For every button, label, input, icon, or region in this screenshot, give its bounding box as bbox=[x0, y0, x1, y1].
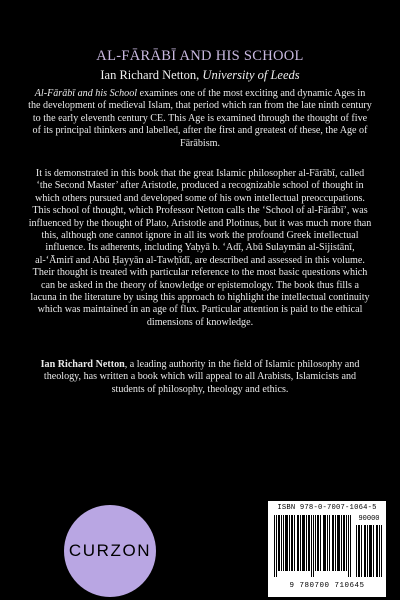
blurb-book-title: Al-Fārābī and his School bbox=[34, 88, 138, 99]
author-line bbox=[0, 68, 400, 83]
publisher-logo bbox=[64, 505, 156, 597]
author-affiliation: University of Leeds bbox=[202, 68, 300, 82]
blurb-p1-text: examines one of the most exciting and dynamic Ages in the development of medieval Islam, that period which ran from the late ninth century to the early eleventh century CE. This Age is examined through the thought of five of its principal thinkers and labelled, after the first and greatest of these, the Age of Fārābism. bbox=[28, 88, 372, 149]
book-title: AL-FĀRĀBĪ AND HIS SCHOOL bbox=[96, 48, 304, 64]
isbn-text: ISBN 978-0-7007-1064-5 bbox=[277, 504, 377, 512]
addon-barcode-icon bbox=[356, 525, 382, 577]
ean-number: 9 780700 710645 bbox=[289, 582, 365, 590]
blurb-paragraph-2: It is demonstrated in this book that the great Islamic philosopher al-Fārābī, called ‘the Second Master’ after Aristotle, produced a recognizable school of thought in which others pursued and developed some of his own intellectual preoccupations. This school of thought, which Professor Netton calls the ‘School of al-Fārābī’, was influenced by the thought of Plato, Aristotle and Plotinus, but it was much more than this, although one cannot ignore in all its work the profound Greek intellectual influence. Its adherents, including Yaḥyā b. ‘Adī, Abū Sulaymān al-Sijistānī, al-‘Āmirī and Abū Ḥayyān al-Tawḥīdī, are described and assessed in this volume. Their thought is treated with particular reference to the most basic questions which can be asked in the theory of knowledge or epistemology. The book thus fills a lacuna in the literature by using this approach to highlight the intellectual continuity which was maintained in an age of flux. Particular attention is paid to the ethical dimensions of knowledge. bbox=[28, 168, 372, 328]
blurb-p3-text: , a leading authority in the field of Islamic philosophy and theology, has written a book which will appeal to all Arabists, Islamicists and students of philosophy, theology and ethics. bbox=[43, 359, 360, 395]
blurb-paragraph-1 bbox=[28, 88, 372, 150]
publisher-logo-text: CURZON bbox=[68, 541, 152, 560]
barcode-bars-icon bbox=[274, 515, 352, 577]
blurb-author-name: Ian Richard Netton bbox=[40, 359, 125, 370]
price-code: 90000 bbox=[358, 515, 380, 523]
blurb-paragraph-3 bbox=[28, 359, 372, 396]
author-name: Ian Richard Netton, bbox=[100, 68, 200, 82]
isbn-barcode bbox=[268, 501, 386, 597]
